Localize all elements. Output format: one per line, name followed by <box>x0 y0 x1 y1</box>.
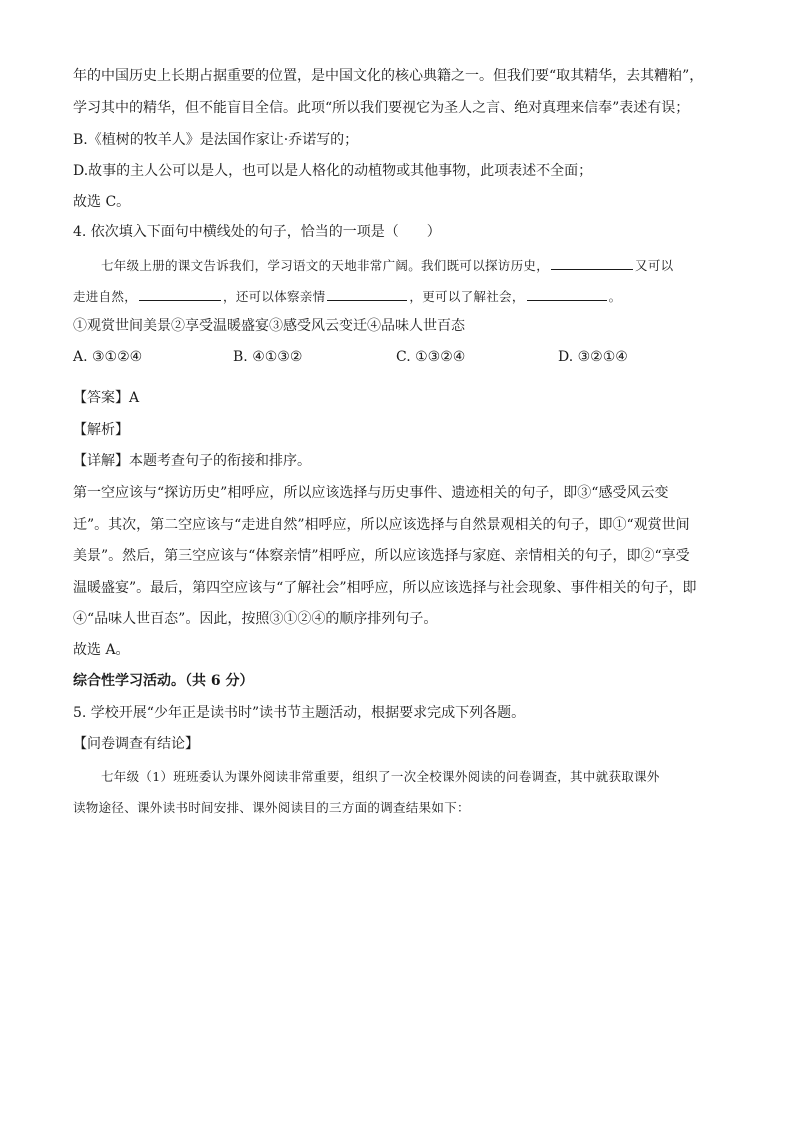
fill-blank-2 <box>139 286 221 301</box>
answer-label: 【答案】A <box>73 390 140 406</box>
analysis-heading: 【解析】 <box>73 422 129 438</box>
question-4-choices: ①观赏世间美景②享受温暖盛宴③感受风云变迁④品味人世百态 <box>73 318 465 334</box>
question-4-passage-line-2 <box>73 286 621 307</box>
detail-conclusion: 故选 A。 <box>73 642 130 658</box>
question-4-stem: 4. 依次填入下面句中横线处的句子，恰当的一项是（ ） <box>73 224 441 240</box>
fill-blank-1 <box>551 255 633 270</box>
explanation-line-1: 年的中国历史上长期占据重要的位置，是中国文化的核心典籍之一。但我们要“取其精华，去其糟粕”， <box>73 68 704 84</box>
option-d: D. ③②①④ <box>558 349 628 365</box>
passage-text: ，还可以体察亲情 <box>223 289 326 304</box>
passage-text: ，更可以了解社会， <box>409 289 525 304</box>
detail-line-6: ④“品味人世百态”。因此，按照③①②④的顺序排列句子。 <box>73 611 438 627</box>
passage-text: 走进自然， <box>73 289 138 304</box>
option-c: C. ①③②④ <box>396 349 466 365</box>
detail-line-4: 美景”。然后，第三空应该与“体察亲情”相呼应，所以应该选择与家庭、亲情相关的句子，即②“享受 <box>73 548 690 564</box>
fill-blank-3 <box>327 286 407 301</box>
passage-text: 。 <box>608 289 622 304</box>
option-b: B. ④①③② <box>233 349 303 365</box>
question-5-passage-line-2: 读物途径、课外读书时间安排、课外阅读目的三方面的调查结果如下： <box>73 800 470 815</box>
detail-line-1: 【详解】本题考查句子的衔接和排序。 <box>73 453 311 469</box>
passage-text: 又可以 <box>635 258 674 273</box>
explanation-line-2: 学习其中的精华，但不能盲目全信。此项“所以我们要视它为圣人之言、绝对真理来信奉”表述有误； <box>73 100 690 116</box>
detail-line-2: 第一空应该与“探访历史”相呼应，所以应该选择与历史事件、遗迹相关的句子，即③“感受风云变 <box>73 485 669 501</box>
explanation-line-4: D.故事的主人公可以是人，也可以是人格化的动植物或其他事物，此项表述不全面； <box>73 163 593 179</box>
passage-text: 七年级上册的课文告诉我们，学习语文的天地非常广阔。我们既可以探访历史， <box>101 258 550 273</box>
explanation-line-3: B.《植树的牧羊人》是法国作家让·乔诺写的； <box>73 132 359 148</box>
explanation-conclusion: 故选 C。 <box>73 194 131 210</box>
question-4-passage-line-1 <box>101 255 673 276</box>
detail-line-3: 迁”。其次，第二空应该与“走进自然”相呼应，所以应该选择与自然景观相关的句子，即①“观赏世间 <box>73 517 690 533</box>
section-heading: 综合性学习活动。（共 6 分） <box>73 673 254 689</box>
fill-blank-4 <box>527 286 607 301</box>
option-a: A. ③①②④ <box>73 349 143 365</box>
question-5-subheading: 【问卷调查有结论】 <box>73 736 199 752</box>
question-5-passage-line-1: 七年级（1）班班委认为课外阅读非常重要，组织了一次全校课外阅读的问卷调查，其中就获取课外 <box>101 769 660 784</box>
question-5-stem: 5. 学校开展“少年正是读书时”读书节主题活动，根据要求完成下列各题。 <box>73 705 526 721</box>
detail-line-5: 温暖盛宴”。最后，第四空应该与“了解社会”相呼应，所以应该选择与社会现象、事件相关的句子，即 <box>73 580 697 596</box>
